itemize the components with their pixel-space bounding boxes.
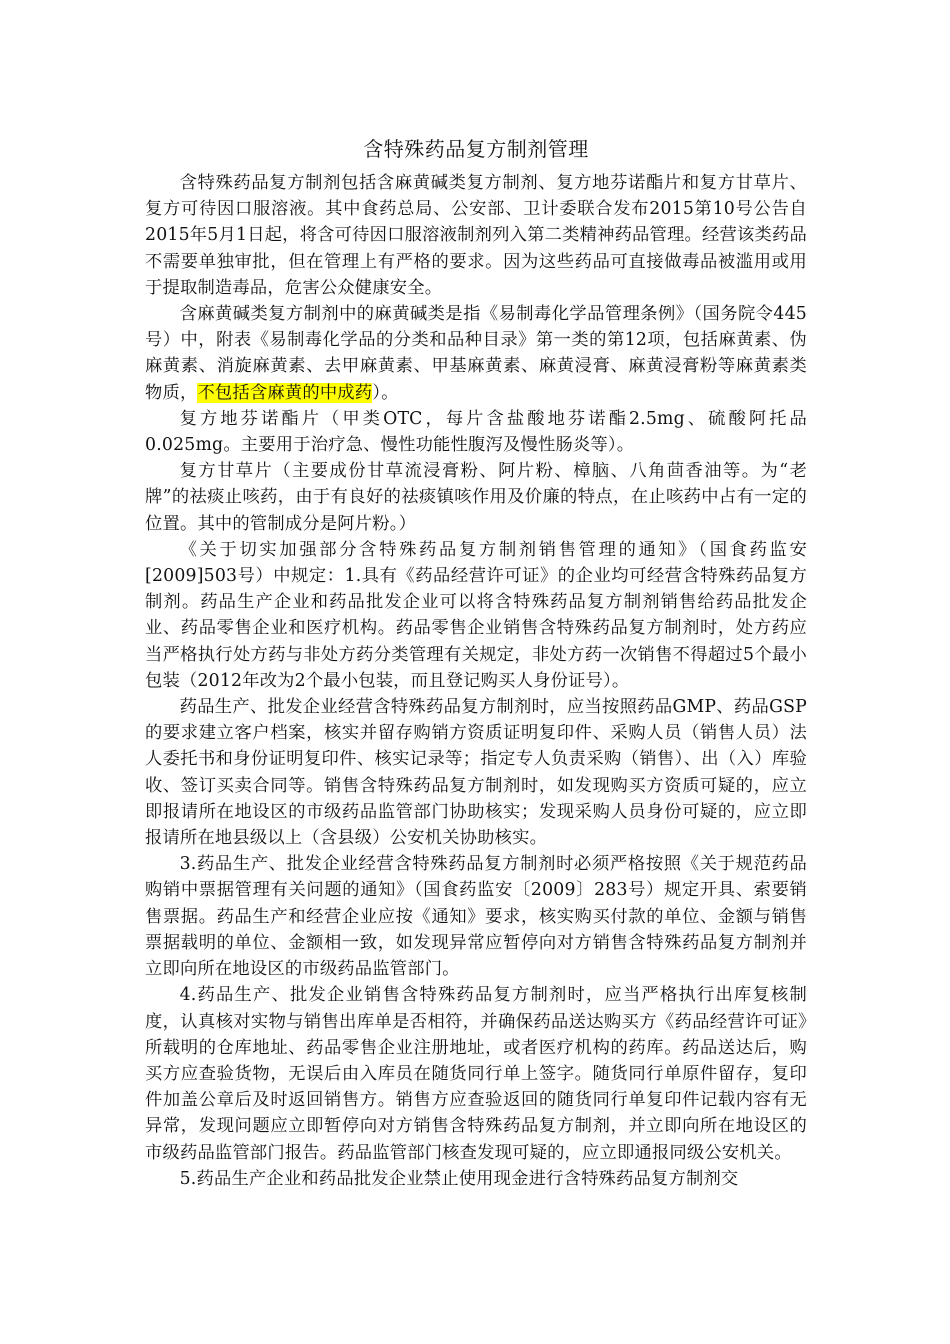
paragraph-notice: 《关于切实加强部分含特殊药品复方制剂销售管理的通知》（国食药监安[2009]503号）中规定：1.具有《药品经营许可证》的企业均可经营含特殊药品复方制剂。药品生产企业和药品批发企业可以将含特殊药品复方制剂销售给药品批发企业、药品零售企业和医疗机构。药品零售企业销售含特殊药品复方制剂时，处方药应当严格执行处方药与非处方药分类管理有关规定，非处方药一次销售不得超过5个最小包装（2012年改为2个最小包装，而且登记购买人身份证号）。	[145, 539, 807, 691]
paragraph-intro: 含特殊药品复方制剂包括含麻黄碱类复方制剂、复方地芬诺酯片和复方甘草片、复方可待因口服溶液。其中食药总局、公安部、卫计委联合发布2015第10号公告自2015年5月1日起，将含可待因口服溶液制剂列入第二类精神药品管理。经营该类药品不需要单独审批，但在管理上有严格的要求。因为这些药品可直接做毒品被滥用或用于提取制造毒品，危害公众健康安全。	[145, 173, 807, 298]
paragraph-ephedrine	[145, 301, 807, 406]
paragraph-cash: 5.药品生产企业和药品批发企业禁止使用现金进行含特殊药品复方制剂交	[179, 1168, 739, 1189]
paragraph-ephedrine-end: ）。	[372, 382, 399, 403]
paragraph-customer-files: 药品生产、批发企业经营含特殊药品复方制剂时，应当按照药品GMP、药品GSP的要求建立客户档案，核实并留存购销方资质证明复印件、采购人员（销售人员）法人委托书和身份证明复印件、核实记录等；指定专人负责采购（销售）、出（入）库验收、签订买卖合同等。销售含特殊药品复方制剂时，如发现购买方资质可疑的，应立即报请所在地设区的市级药品监管部门协助核实；发现采购人员身份可疑的，应立即报请所在地县级以上（含县级）公安机关协助核实。	[145, 697, 807, 849]
highlighted-text: 不包括含麻黄的中成药	[197, 382, 373, 403]
paragraph-diphenoxylate: 复方地芬诺酯片（甲类OTC，每片含盐酸地芬诺酯2.5mg、硫酸阿托品0.025mg。主要用于治疗急、慢性功能性腹泻及慢性肠炎等）。	[145, 408, 807, 456]
document-page	[145, 132, 807, 1192]
paragraph-invoices: 3.药品生产、批发企业经营含特殊药品复方制剂时必须严格按照《关于规范药品购销中票据管理有关问题的通知》（国食药监安〔2009〕283号）规定开具、索要销售票据。药品生产和经营企业应按《通知》要求，核实购买付款的单位、金额与销售票据载明的单位、金额相一致，如发现异常应暂停向对方销售含特殊药品复方制剂并立即向所在地设区的市级药品监管部门。	[145, 854, 807, 980]
paragraph-delivery: 4.药品生产、批发企业销售含特殊药品复方制剂时，应当严格执行出库复核制度，认真核对实物与销售出库单是否相符，并确保药品送达购买方《药品经营许可证》所载明的仓库地址、药品零售企业注册地址，或者医疗机构的药库。药品送达后，购买方应查验货物，无误后由入库员在随货同行单上签字。随货同行单原件留存，复印件加盖公章后及时返回销售方。销售方应查验返回的随货同行单复印件记载内容有无异常，发现问题应立即暂停向对方销售含特殊药品复方制剂，并立即向所在地设区的市级药品监管部门报告。药品监管部门核查发现可疑的，应立即通报同级公安机关。	[145, 985, 807, 1163]
document-title: 含特殊药品复方制剂管理	[363, 137, 589, 161]
paragraph-ephedrine-text: 含麻黄碱类复方制剂中的麻黄碱类是指《易制毒化学品管理条例》（国务院令445号）中，附表《易制毒化学品的分类和品种目录》第一类的第12项，包括麻黄素、伪麻黄素、消旋麻黄素、去甲麻黄素、甲基麻黄素、麻黄浸膏、麻黄浸膏粉等麻黄素类物质，	[145, 304, 807, 403]
paragraph-glycyrrhiza: 复方甘草片（主要成份甘草流浸膏粉、阿片粉、樟脑、八角茴香油等。为“老牌”的祛痰止咳药，由于有良好的祛痰镇咳作用及价廉的特点，在止咳药中占有一定的位置。其中的管制成分是阿片粉。）	[145, 461, 807, 534]
